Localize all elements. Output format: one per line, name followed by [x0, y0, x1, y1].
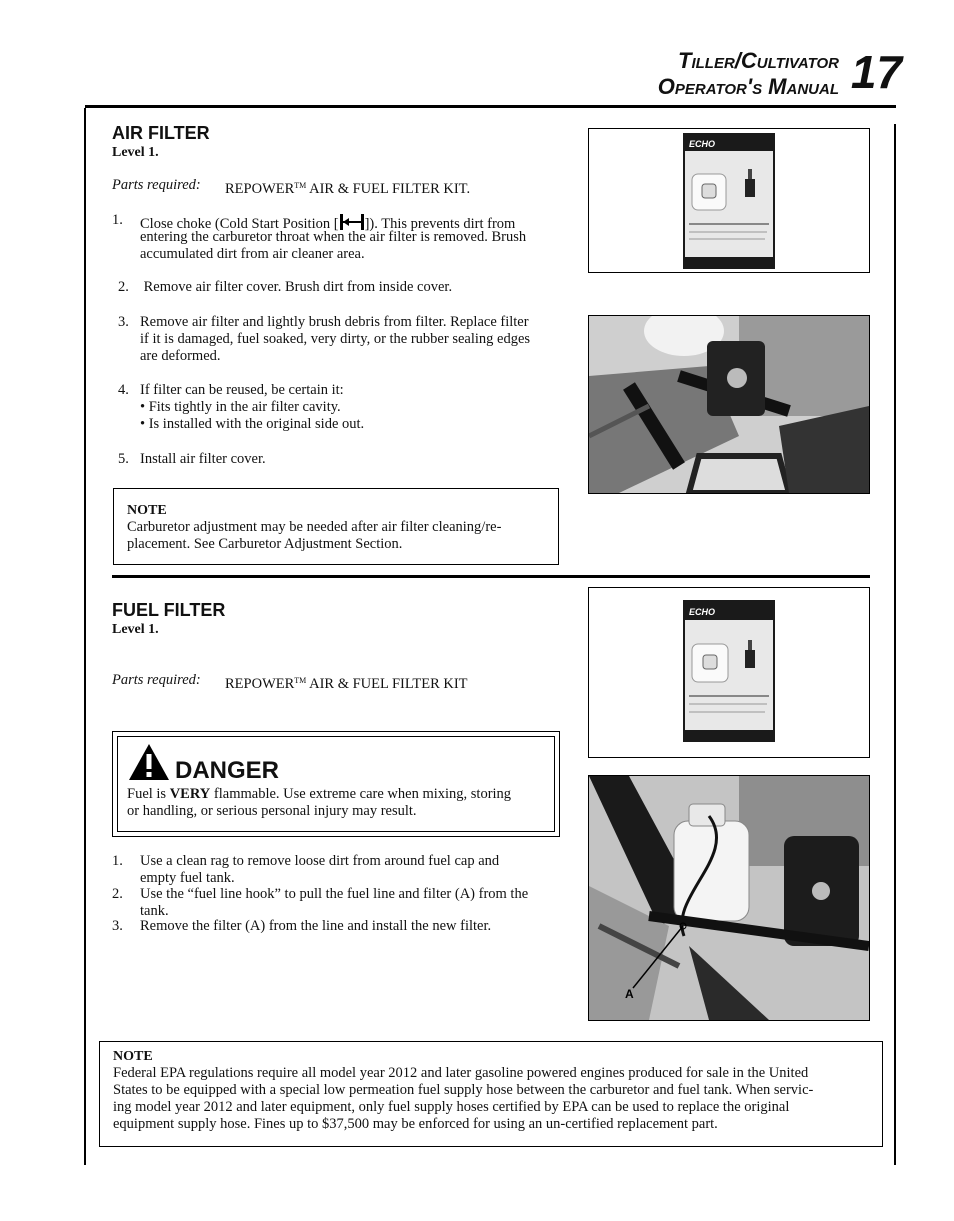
header-rule — [85, 105, 896, 108]
photo-label-a: A — [625, 987, 634, 1001]
note-text: Carburetor adjustment may be needed after air filter cleaning/re- placement. See Carburetor Adjustment Section. — [127, 519, 502, 552]
filter-kit-photo-1 — [588, 128, 870, 273]
page-number: 17 — [850, 46, 902, 98]
air-filter-heading: AIR FILTER — [112, 123, 210, 143]
fuel-filter-heading: FUEL FILTER — [112, 600, 226, 620]
parts-label: Parts required: — [112, 672, 201, 688]
epa-note-title: NOTE — [113, 1049, 153, 1064]
note-title: NOTE — [127, 503, 167, 518]
kit-card-image — [589, 588, 869, 757]
left-margin-rule — [84, 108, 86, 1165]
fuel-tank-engine-image — [589, 776, 869, 1020]
kit-brand: ECHO — [689, 607, 716, 617]
kit-card-image — [589, 129, 869, 272]
epa-note-text: Federal EPA regulations require all model year 2012 and later gasoline powered engines produced for sale in the United States to be equipped with a special low permeation fuel supply hose between the carburetor and fuel tank. When servic- ing model year 2012 and later equipment, only fuel supply hoses certified by EPA can be used to replace the original equipment supply hose. Fines up to $37,500 may be enforced for using an un-certified replacement part. — [113, 1065, 814, 1132]
kit-brand: ECHO — [689, 139, 716, 149]
danger-heading: DANGER — [175, 757, 280, 784]
header-title-line2: Operator's Manual — [657, 74, 839, 99]
warning-triangle-icon — [128, 743, 170, 781]
air-filter-engine-image — [589, 316, 869, 493]
right-margin-rule — [894, 124, 896, 1165]
parts-value: REPOWER™ AIR & FUEL FILTER KIT. — [225, 181, 471, 197]
parts-label: Parts required: — [112, 177, 201, 193]
air-filter-photo — [588, 315, 870, 494]
fuel-tank-photo — [588, 775, 870, 1021]
parts-value: REPOWER™ AIR & FUEL FILTER KIT — [225, 676, 468, 692]
fuel-filter-parts — [112, 672, 562, 692]
header-title-line1: Tiller/Cultivator — [678, 48, 839, 73]
fuel-filter-level: Level 1. — [112, 622, 159, 637]
air-filter-level: Level 1. — [112, 145, 159, 160]
danger-text: Fuel is VERY flammable. Use extreme care when mixing, storing or handling, or serious personal injury may result. — [127, 786, 512, 819]
danger-box-inner — [117, 736, 555, 832]
epa-note-box — [99, 1041, 883, 1147]
section-divider — [112, 575, 870, 578]
air-filter-parts — [112, 177, 562, 197]
danger-box-outer — [112, 731, 560, 837]
air-filter-note-box — [113, 488, 559, 565]
filter-kit-photo-2 — [588, 587, 870, 758]
